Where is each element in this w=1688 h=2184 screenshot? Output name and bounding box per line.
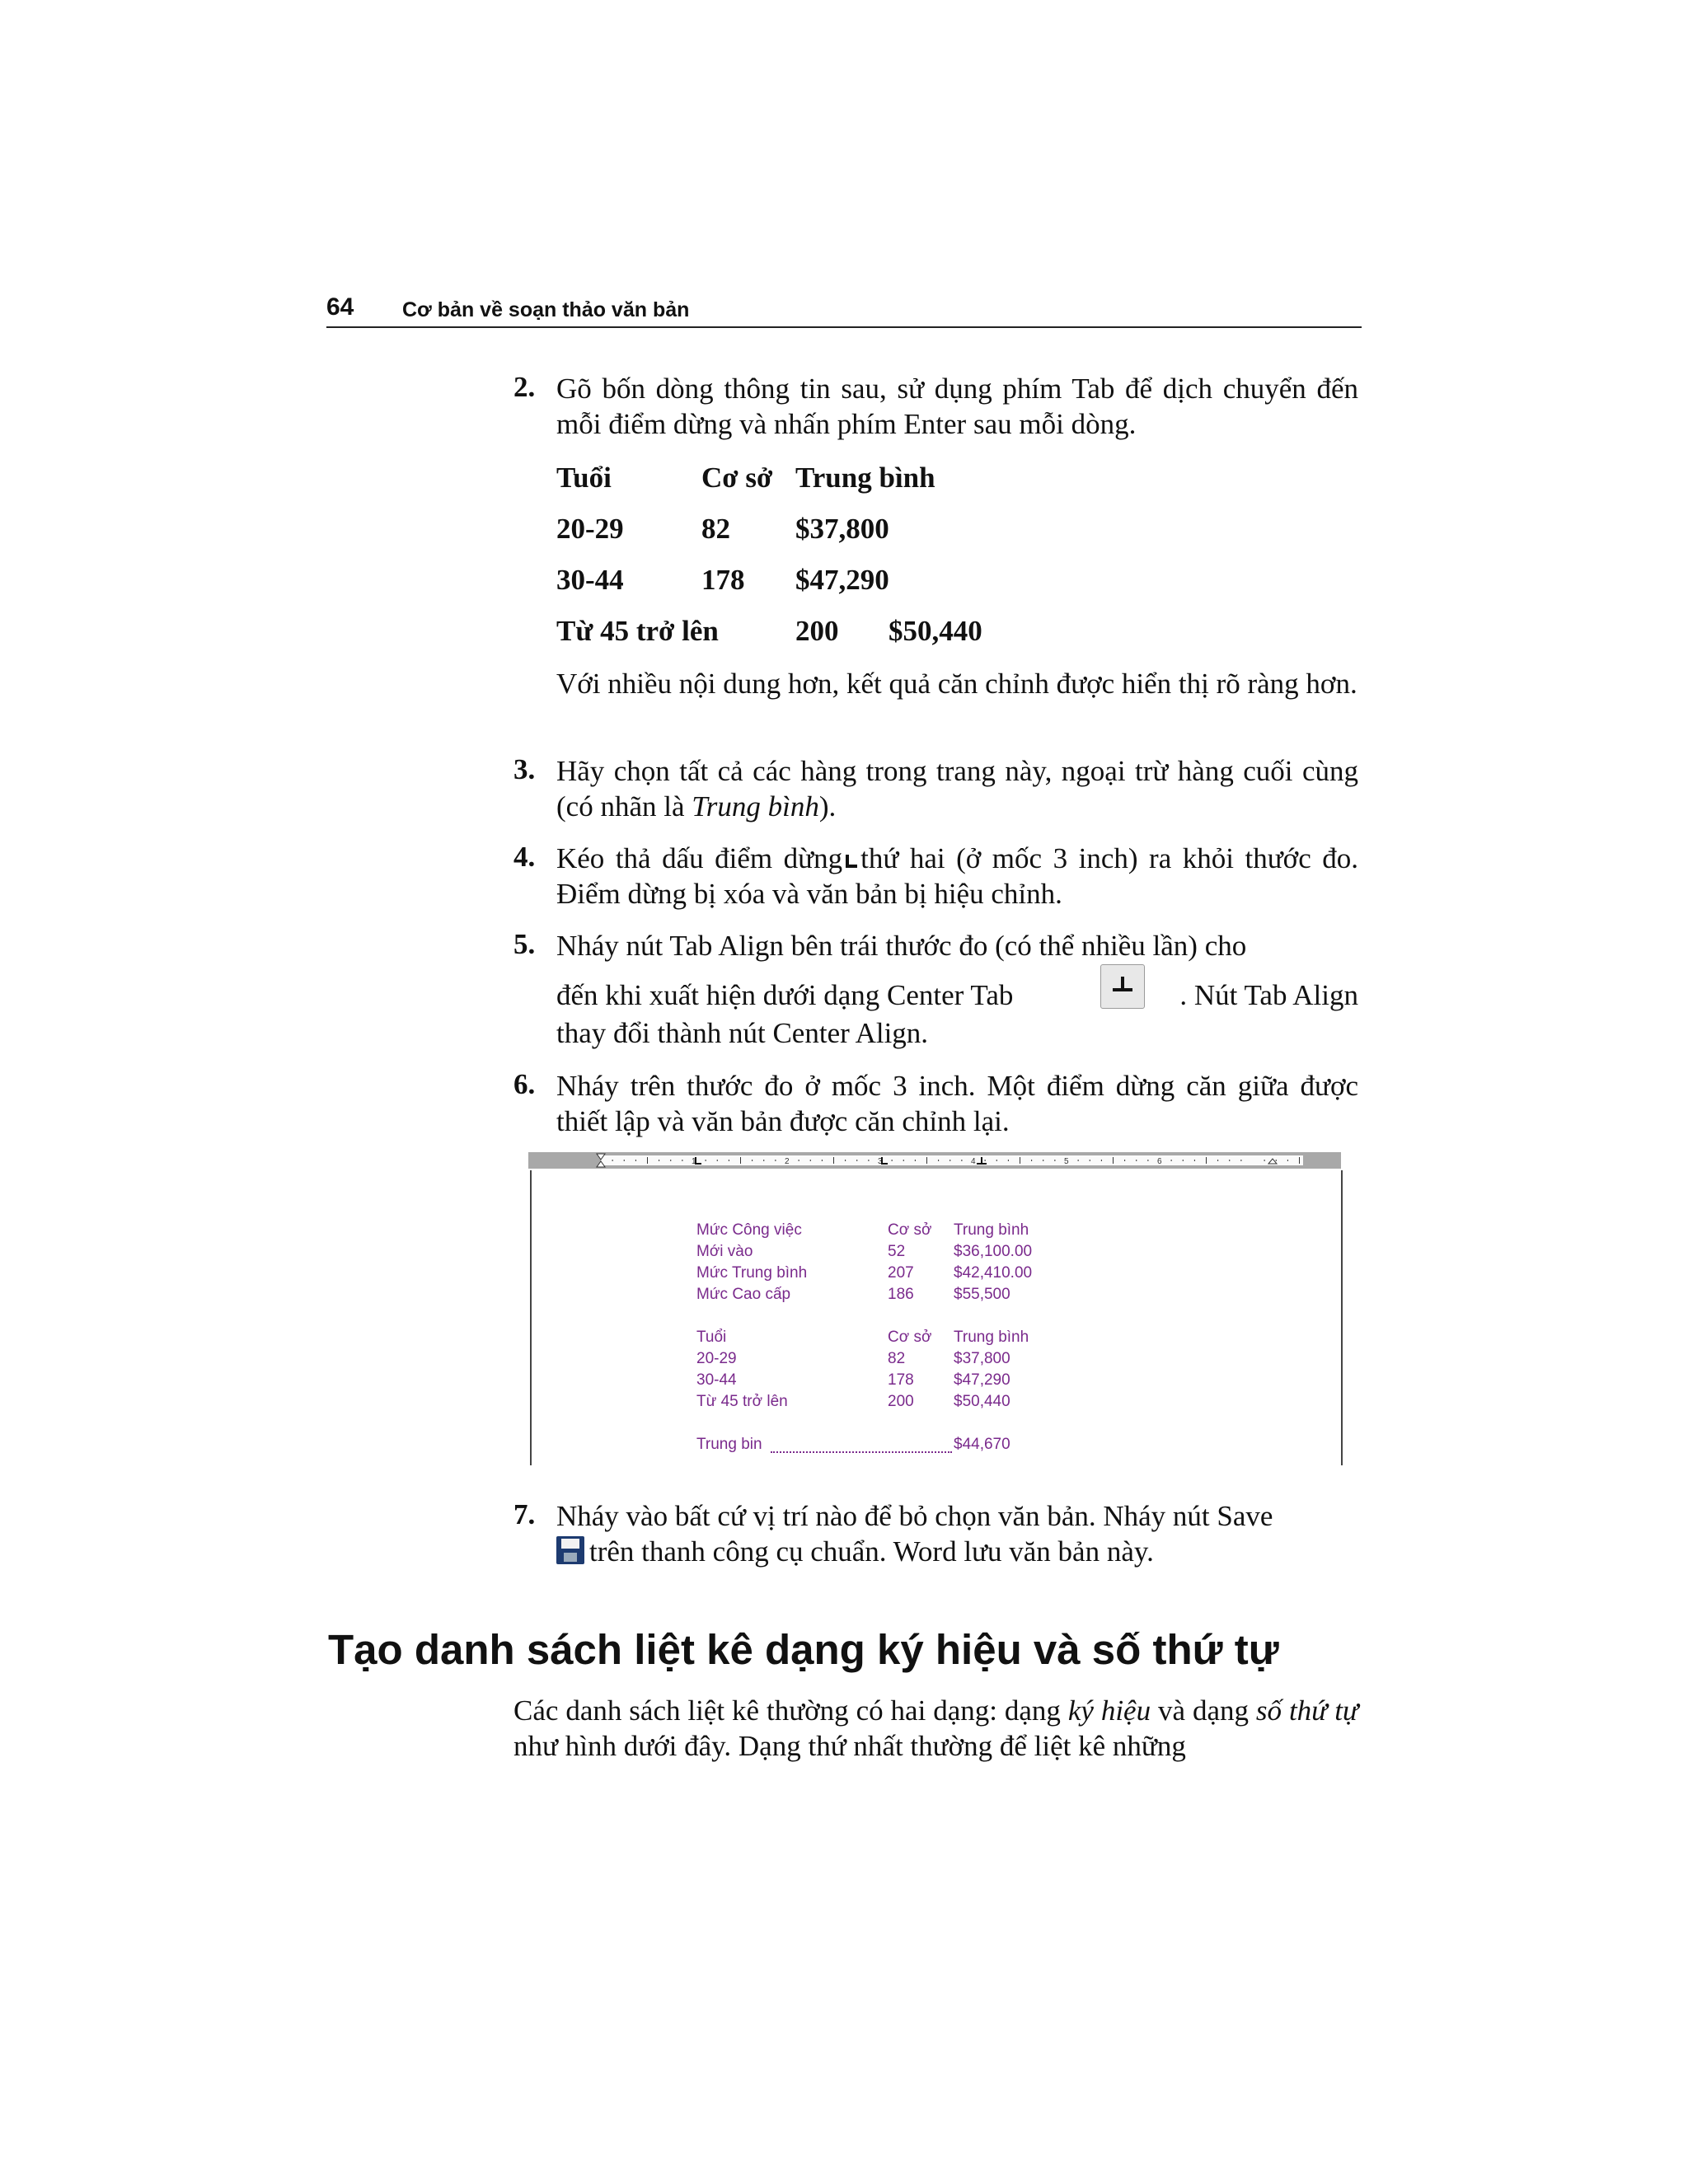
table-cell: 178	[701, 564, 745, 596]
document-area[interactable]: Mức Công việc Cơ sở Trung bình Mới vào 52 $36,100.00 Mức Trung bình 207 $42,410.00 Mức Cao cấp 186 $55,500 Tuổi Cơ sở Trung bình 20-29 82 $37,800 30-44 178 $47,290 Từ 45 trở lên 200 $50,440 Trung bin $44,670	[530, 1170, 1343, 1465]
table-cell: Tuổi	[556, 462, 612, 494]
table-cell: Từ 45 trở lên	[556, 615, 719, 647]
step-4-text: Kéo thả dấu điểm dừng thứ hai (ở mốc 3 inch) ra khỏi thước đo. Điểm dừng bị xóa và văn bản bị hiệu chỉnh.	[556, 842, 1358, 910]
step-number: 3.	[513, 753, 536, 785]
save-icon[interactable]	[556, 1536, 584, 1564]
after-table-text: Với nhiều nội dung hơn, kết quả căn chỉnh được hiển thị rõ ràng hơn.	[556, 668, 1357, 700]
ruler-number: 3	[878, 1157, 883, 1166]
table-cell: 30-44	[556, 564, 624, 596]
section-paragraph: Các danh sách liệt kê thường có hai dạng: dạng ký hiệu và dạng số thứ tự như hình dưới đây. Dạng thứ nhất thường để liệt kê những	[513, 1694, 1359, 1762]
step-5-line2: đến khi xuất hiện dưới dạng Center Tab . Nút Tab Align	[556, 964, 1358, 1014]
word-screenshot	[528, 1152, 1341, 1465]
chapter-title: Cơ bản về soạn thảo văn bản	[402, 298, 690, 321]
table-cell: $50,440	[889, 615, 982, 647]
table-cell: 20-29	[556, 513, 624, 545]
table-cell: $37,800	[795, 513, 889, 545]
left-tab-icon	[846, 855, 857, 868]
hanging-indent-marker	[597, 1161, 605, 1167]
step-7-line2: trên thanh công cụ chuẩn. Word lưu văn bản này.	[556, 1534, 1358, 1569]
step-5-line3: thay đổi thành nút Center Align.	[556, 1017, 929, 1049]
table-cell: $47,290	[795, 564, 889, 596]
ruler[interactable]	[528, 1152, 1341, 1169]
center-tab-icon[interactable]	[1100, 964, 1145, 1009]
right-indent-marker	[1268, 1159, 1277, 1164]
ruler-number: 5	[1064, 1157, 1069, 1166]
step-3-text: Hãy chọn tất cả các hàng trong trang này, ngoại trừ hàng cuối cùng (có nhãn là Trung bình).	[556, 755, 1358, 823]
section-heading: Tạo danh sách liệt kê dạng ký hiệu và số thứ tự	[328, 1626, 1279, 1673]
table-cell: Cơ sở	[701, 462, 773, 494]
ruler-number: 6	[1157, 1157, 1162, 1166]
step-number: 2.	[513, 371, 536, 403]
dot-leader	[771, 1436, 952, 1453]
ruler-number: 2	[785, 1157, 790, 1166]
ruler-number: 4	[971, 1157, 976, 1166]
step-number: 4.	[513, 841, 536, 873]
left-tab-marker	[696, 1157, 701, 1164]
ruler-ticks	[528, 1152, 1341, 1169]
step-5-line1: Nháy nút Tab Align bên trái thước đo (có thể nhiều lần) cho	[556, 930, 1247, 962]
first-line-indent-marker	[597, 1154, 605, 1160]
ruler-number: 1	[692, 1157, 696, 1166]
step-number: 7.	[513, 1498, 536, 1530]
table-cell: Trung bình	[795, 462, 935, 494]
table-cell: 82	[701, 513, 730, 545]
table-cell: 200	[795, 615, 839, 647]
left-tab-marker	[882, 1157, 888, 1164]
step-7-line1: Nháy vào bất cứ vị trí nào để bỏ chọn văn bản. Nháy nút Save	[556, 1500, 1273, 1532]
page-number: 64	[326, 293, 354, 321]
page-header	[326, 293, 1362, 328]
step-number: 6.	[513, 1068, 536, 1100]
step-2-text: Gõ bốn dòng thông tin sau, sử dụng phím Tab để dịch chuyển đến mỗi điểm dừng và nhấn phím Enter sau mỗi dòng.	[556, 373, 1358, 440]
step-number: 5.	[513, 928, 536, 960]
step-6-text: Nháy trên thước đo ở mốc 3 inch. Một điểm dừng căn giữa được thiết lập và văn bản được căn chỉnh lại.	[556, 1070, 1358, 1137]
